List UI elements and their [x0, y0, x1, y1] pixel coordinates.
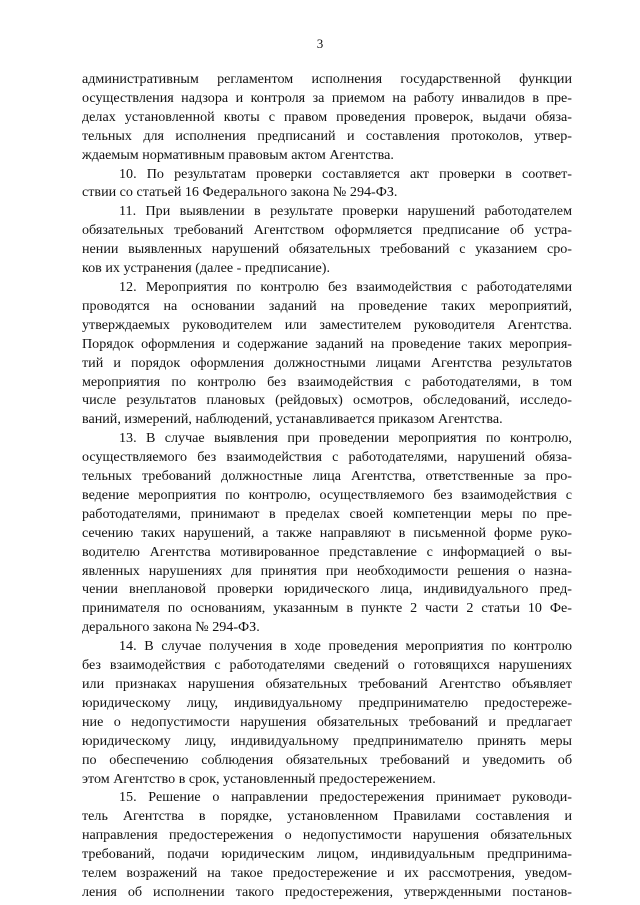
text-line: административным регламентом исполнения государственной функции [82, 71, 572, 87]
text-line: чении внеплановой проверки юридического лица, индивидуального пред- [82, 581, 572, 598]
text-line: 11. При выявлении в результате проверки нарушений работодателем [119, 203, 572, 220]
text-line: ние о недопустимости нарушения обязательных требований и предлагает [82, 713, 572, 730]
text-line: или признаках нарушения обязательных требований Агентство объявляет [82, 676, 572, 692]
text-line: юридическому лицу, индивидуальному предпринимателю предостереже- [82, 694, 572, 711]
paragraph [82, 202, 572, 278]
text-line: ведение мероприятия по контролю, осуществляемого без взаимодействия с [82, 486, 572, 503]
text-line: без взаимодействия с работодателями сведений о готовящихся нарушениях [82, 657, 572, 674]
text-line: числе результатов плановых (рейдовых) осмотров, обследований, исследо- [82, 392, 572, 409]
text-line: обязательных требований Агентством оформляется предписание об устра- [82, 222, 572, 239]
text-line: 15. Решение о направлении предостережения принимает руководи- [119, 789, 572, 806]
text-line: утверждаемых руководителем или заместителем руководителя Агентства. [82, 316, 572, 333]
text-line: этом Агентство в срок, установленный предостережением. [82, 770, 436, 787]
text-line: направления предостережения о недопустимости нарушения обязательных [82, 827, 572, 844]
text-line: 10. По результатам проверки составляется акт проверки в соответ- [119, 165, 572, 182]
document-body [82, 70, 572, 902]
text-line: явленных нарушениях для принятия при необходимости решения о назна- [82, 562, 572, 579]
text-line: тель Агентства в порядке, установленном Правилами составления и [82, 808, 572, 825]
text-line: тий и порядок оформления должностными лицами Агентства результатов [82, 354, 572, 371]
text-line: тельных требований должностные лица Агентства, ответственные за про- [82, 468, 572, 485]
text-line: работодателями, принимают в пределах своей компетенции меры по пре- [82, 505, 572, 522]
paragraph [82, 278, 572, 429]
text-line: осуществления надзора и контроля за приемом на работу инвалидов в пре- [82, 89, 572, 106]
text-line: тельных для исполнения предписаний и составления протоколов, утвер- [82, 127, 572, 144]
text-line: 12. Мероприятия по контролю без взаимодействия с работодателями [119, 278, 572, 295]
text-line: 14. В случае получения в ходе проведения мероприятия по контролю [119, 638, 572, 655]
paragraph [82, 429, 572, 637]
text-line: ваний, измерений, наблюдений, устанавливается приказом Агентства. [82, 411, 503, 428]
paragraph [82, 637, 572, 788]
text-line: 13. В случае выявления при проведении мероприятия по контролю, [119, 430, 572, 447]
text-line: ждаемым нормативным правовым актом Агентства. [82, 146, 394, 163]
paragraph [82, 70, 572, 165]
text-line: юридическому лицу, индивидуальному предпринимателю принять меры [82, 732, 572, 749]
text-line: водителю Агентства мотивированное представление с информацией о вы- [82, 543, 572, 560]
text-line: по обеспечению соблюдения обязательных требований и уведомить об [82, 751, 572, 768]
text-line: ствии со статьей 16 Федерального закона № 294-ФЗ. [82, 184, 398, 201]
text-line: нении выявленных нарушений обязательных требований с указанием сро- [82, 241, 572, 258]
page-number: 3 [316, 36, 324, 51]
text-line: делах установленной квоты с правом проведения проверок, выдачи обяза- [82, 108, 572, 125]
text-line: сечению таких нарушений, а также направляют в письменной форме руко- [82, 524, 572, 541]
paragraph [82, 788, 572, 901]
text-line: принимателя по основаниям, указанным в пункте 2 части 2 статьи 10 Фе- [82, 600, 572, 617]
text-line: мероприятия по контролю без взаимодействия с работодателями, в том [82, 373, 572, 390]
text-line: дерального закона № 294-ФЗ. [82, 619, 260, 636]
text-line: телем возражений на такое предостережение и их рассмотрения, уведом- [82, 865, 572, 882]
text-line: ков их устранения (далее - предписание). [82, 260, 330, 277]
text-line: Порядок оформления и содержание заданий на проведение таких мероприя- [82, 335, 572, 352]
text-line: ления об исполнении такого предостережения, утвержденными постанов- [82, 883, 572, 900]
text-line: проводятся на основании заданий на проведение таких мероприятий, [82, 297, 572, 314]
paragraph [82, 165, 572, 203]
text-line: требований, подачи юридическим лицом, индивидуальным предпринима- [82, 846, 572, 863]
text-line: осуществляемого без взаимодействия с работодателями, нарушений обяза- [82, 449, 572, 466]
